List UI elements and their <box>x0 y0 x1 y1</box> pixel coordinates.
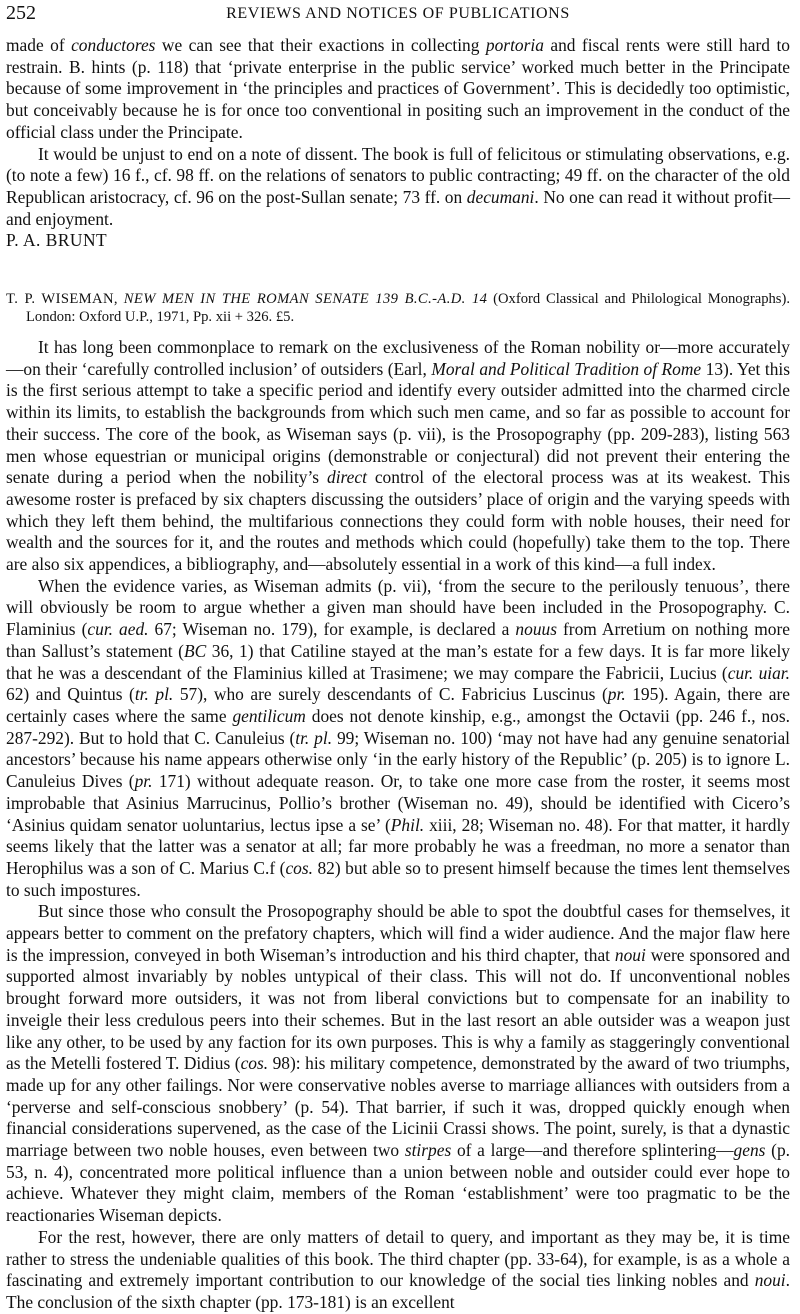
review-paragraph-4: For the rest, however, there are only matters of detail to query, and important as they may be, it is time rather to stress the undeniable qualities of this book. The third chapter (pp. 33-64), for example, is as a whole a fascinating and extremely important contribution to our knowledge of the social ties linking nobles and noui. The conclusion of the sixth chapter (pp. 173-181) is an excellent <box>6 1226 790 1312</box>
review-body <box>6 337 790 1314</box>
previous-review-paragraph-1: made of conductores we can see that their exactions in collecting portoria and fiscal rents were still hard to restrain. B. hints (p. 118) that ‘private enterprise in the public service’ worked much better in the Principate because of some improvement in ‘the principles and practices of Government’. This is decidedly too optimistic, but conceivably because he is for once too conventional in positing such an improvement in the conduct of the official class under the Principate. <box>6 35 790 142</box>
page-body <box>6 35 790 1314</box>
review-heading <box>6 290 790 326</box>
reviewer-signature: P. A. BRUNT <box>6 230 108 251</box>
running-title: REVIEWS AND NOTICES OF PUBLICATIONS <box>226 5 570 22</box>
page-header <box>6 2 790 28</box>
review-paragraph-2: When the evidence varies, as Wiseman admits (p. vii), ‘from the secure to the perilously tenuous’, there will obviously be room to argue whether a given man should have been included in the Prosopography. C. Flaminius (cur. aed. 67; Wiseman no. 179), for example, is declared a nouus from Arretium on nothing more than Sallust’s statement (BC 36, 1) that Catiline stayed at the man’s estate for a few days. It is far more likely that he was a descendant of the Flaminius killed at Trasimene; we may compare the Fabricii, Lucius (cur. uiar. 62) and Quintus (tr. pl. 57), who are surely descendants of C. Fabricius Luscinus (pr. 195). Again, there are certainly cases where the same gentilicum does not denote kinship, e.g., amongst the Octavii (pp. 246 f., nos. 287-292). But to hold that C. Canuleius (tr. pl. 99; Wiseman no. 100) ‘may not have had any genuine senatorial ancestors’ because his name appears otherwise only ‘in the early history of the Republic’ (p. 205) is to ignore L. Canuleius Dives (pr. 171) without adequate reason. Or, to take one more case from the roster, it seems most improbable that Asinius Marrucinus, Pollio’s brother (Wiseman no. 49), should be identified with Cicero’s ‘Asinius quidam senator uoluntarius, lectus ipse a se’ (Phil. xiii, 28; Wiseman no. 48). For that matter, it hardly seems likely that the latter was a senator at all; far more probably he was a freedman, no more a senator than Herophilus was a son of C. Marius C.f (cos. 82) but able so to present himself because the times lent themselves to such impostures. <box>6 575 791 900</box>
review-publication-details: (Oxford Classical and Philological Monographs). London: Oxford U.P., 1971, Pp. xii + 326. £5. <box>26 291 790 326</box>
review-paragraph-1: It has long been commonplace to remark on the exclusiveness of the Roman nobility or—more accurately—on their ‘carefully controlled inclusion’ of outsiders (Earl, Moral and Political Tradition of Rome 13). Yet this is the first serious attempt to take a specific period and identify every outsider admitted into the charmed circle within its limits, to establish the backgrounds from which such men came, and so far as possible to account for their success. The core of the book, as Wiseman says (p. vii), is the Prosopography (pp. 209-283), listing 563 men whose equestrian or municipal origins (demonstrable or conjectural) did not prevent their entering the senate during a period when the nobility’s direct control of the electoral process was at its weakest. This awesome roster is prefaced by six chapters discussing the outsiders’ place of origin and the varying speeds with which they left them behind, the multifarious connections they could form with noble houses, their need for wealth and the sources for it, and the routes and methods which could (hopefully) take them to the top. There are also six appendices, a bibliography, and—absolutely essential in a work of this kind—a full index. <box>6 337 791 575</box>
review-paragraph-3: But since those who consult the Prosopography should be able to spot the doubtful cases for themselves, it appears better to comment on the prefatory chapters, which will find a wider audience. And the major flaw here is the impression, conveyed in both Wiseman’s introduction and his third chapter, that noui were sponsored and supported almost invariably by nobles untypical of their class. This will not do. If unconventional nobles brought forward more outsiders, it was not from liberal convictions but to compensate for an inability to inveigle their less credulous peers into their schemes. But in the last resort an able outsider was a weapon just like any other, to be used by any faction for its own purposes. This is why a family as staggeringly conventional as the Metelli fostered T. Didius (cos. 98): his military competence, demonstrated by the award of two triumphs, made up for any other failings. Nor were conservative nobles averse to marriage alliances with outsiders from a ‘perverse and self-conscious snobbery’ (p. 54). That barrier, if such it was, dropped quickly enough when financial considerations supervened, as the case of the Licinii Crassi shows. The point, surely, is that a dynastic marriage between two noble houses, even between two stirpes of a large—and therefore splintering—gens (p. 53, n. 4), concentrated more political influence than a union between noble and outsider could ever hope to achieve. Whatever they might claim, members of the Roman ‘establishment’ were too pragmatic to be the reactionaries Wiseman depicts. <box>6 901 791 1226</box>
review-book-title: NEW MEN IN THE ROMAN SENATE 139 B.C.-A.D. 14 <box>123 291 488 308</box>
page-number: 252 <box>6 2 36 24</box>
review-author: T. P. WISEMAN, <box>6 291 118 308</box>
previous-review-paragraph-2: It would be unjust to end on a note of dissent. The book is full of felicitous or stimulating observations, e.g. (to note a few) 16 f., cf. 98 ff. on the relations of senators to public contracting; 49 ff. on the character of the old Republican aristocracy, cf. 96 on the post-Sullan senate; 73 ff. on decumani. No one can read it without profit—and enjoyment. <box>6 143 791 229</box>
